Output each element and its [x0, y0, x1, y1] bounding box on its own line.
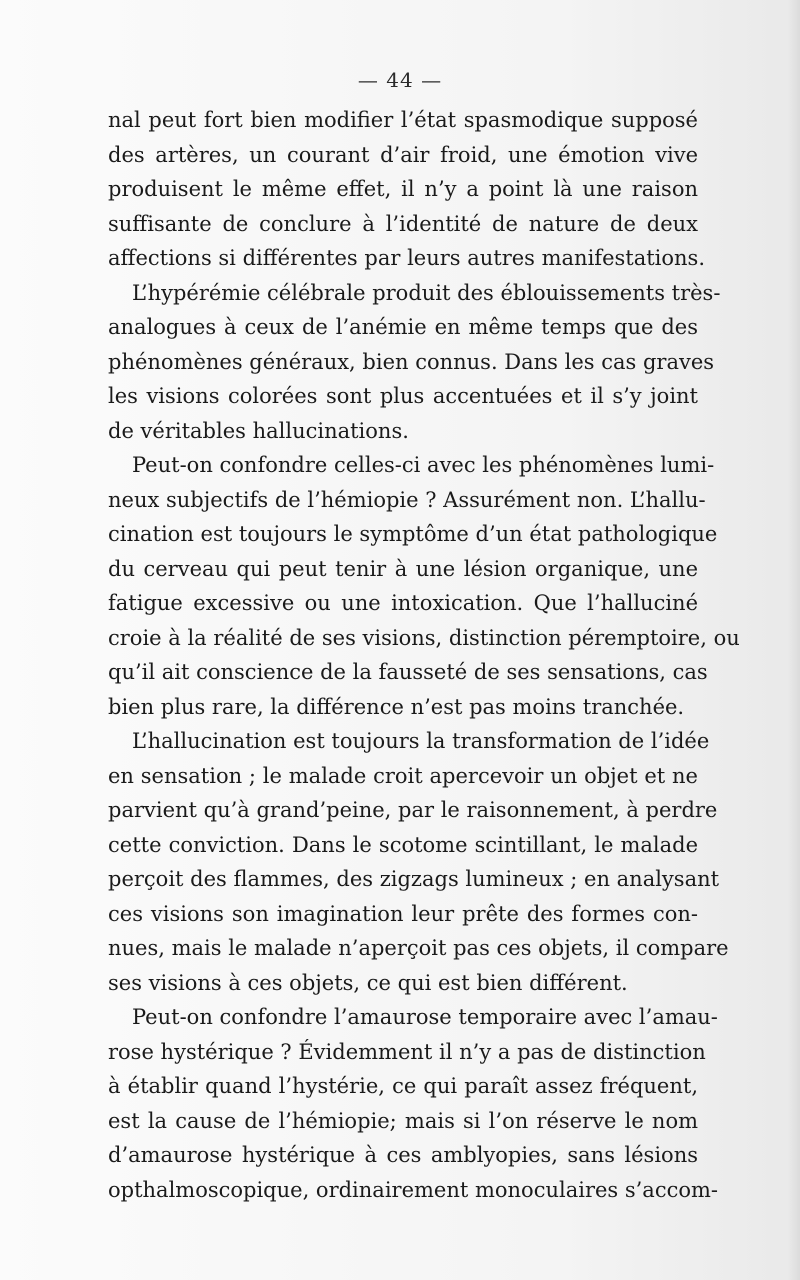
page-number: — 44 — [357, 68, 443, 92]
text-line: de véritables hallucinations. [108, 418, 409, 443]
text-line: fatigue excessive ou une intoxication. Que l’halluciné [108, 591, 698, 615]
text-line: ses visions à ces objets, ce qui est bien différent. [108, 970, 628, 995]
text-line: d’amaurose hystérique à ces amblyopies, sans lésions [108, 1143, 698, 1167]
text-line: Peut-on confondre celles-ci avec les phénomènes lumi- [132, 453, 715, 477]
text-line: perçoit des flammes, des zigzags lumineux ; en analysant [108, 867, 720, 891]
text-line: affections si différentes par leurs autres manifestations. [108, 246, 706, 270]
text-line: produisent le même effet, il n’y a point là une raison [108, 177, 698, 201]
text-line: rose hystérique ? Évidemment il n’y a pas de distinction [108, 1039, 706, 1064]
text-line: ces visions son imagination leur prête des formes con- [108, 901, 698, 926]
text-line: L’hypérémie célébrale produit des éblouissements très- [132, 280, 721, 305]
text-line: Peut-on confondre l’amaurose temporaire avec l’amau- [132, 1005, 718, 1029]
text-line: qu’il ait conscience de la fausseté de ses sensations, cas [108, 660, 708, 684]
text-line: cination est toujours le symptôme d’un état pathologique [108, 522, 718, 546]
text-line: opthalmoscopique, ordinairement monoculaires s’accom- [108, 1177, 719, 1202]
page-edge-shadow [788, 0, 800, 1280]
text-line: L’hallucination est toujours la transformation de l’idée [132, 729, 710, 753]
text-line: des artères, un courant d’air froid, une émotion vive [108, 142, 698, 167]
text-line: phénomènes généraux, bien connus. Dans les cas graves [108, 349, 715, 374]
text-line: cette conviction. Dans le scotome scintillant, le malade [108, 832, 698, 857]
text-line: suffisante de conclure à l’identité de nature de deux [108, 211, 698, 236]
text-line: parvient qu’à grand’peine, par le raisonnement, à perdre [108, 798, 718, 822]
text-line: à établir quand l’hystérie, ce qui paraît assez fréquent, [108, 1074, 698, 1098]
text-line: en sensation ; le malade croit apercevoir un objet et ne [108, 763, 698, 788]
text-line: nues, mais le malade n’aperçoit pas ces objets, il compare [108, 936, 729, 960]
text-line: bien plus rare, la différence n’est pas moins tranchée. [108, 694, 685, 719]
text-line: nal peut fort bien modifier l’état spasmodique supposé [108, 108, 698, 132]
text-line: croie à la réalité de ses visions, distinction péremptoire, ou [108, 625, 740, 650]
text-line: les visions colorées sont plus accentuées et il s’y joint [108, 384, 698, 408]
text-line: analogues à ceux de l’anémie en même temps que des [108, 315, 698, 339]
text-line: du cerveau qui peut tenir à une lésion organique, une [108, 556, 698, 581]
text-line: neux subjectifs de l’hémiopie ? Assurément non. L’hallu- [108, 487, 706, 512]
text-line: est la cause de l’hémiopie; mais si l’on réserve le nom [108, 1108, 698, 1133]
body-text [108, 103, 740, 1207]
